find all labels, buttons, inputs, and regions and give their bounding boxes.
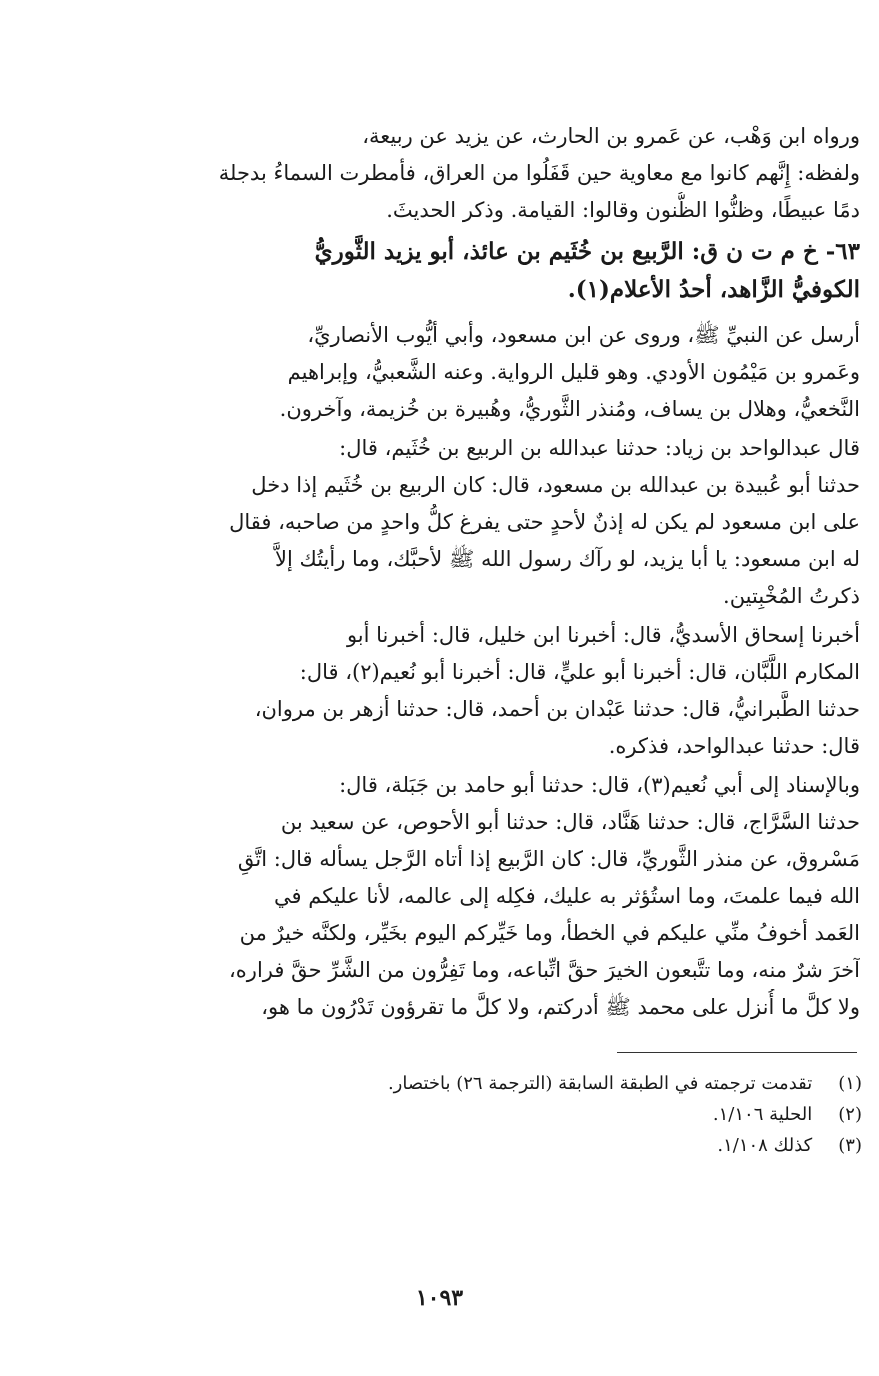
footnote-number: (٢)	[838, 1104, 862, 1125]
text-line: ذكرتُ المُخْبِتين.	[723, 584, 860, 608]
page-body	[130, 118, 860, 1028]
footnote-item	[300, 1099, 862, 1130]
text-line: آخرَ شرٌ منه، وما تتَّبعون الخيرَ حقَّ اتِّباعه، وما تَفِرُّون من الشَّرِّ حقَّ فراره،	[229, 958, 860, 982]
heading-line: الكوفيُّ الزَّاهد، أحدُ الأعلام(١).	[567, 276, 860, 303]
paragraph-isnad-1	[130, 617, 860, 765]
text-line: وبالإسناد إلى أبي نُعيم(٣)، قال: حدثنا أبو حامد بن جَبَلة، قال:	[339, 773, 860, 797]
entry-heading	[130, 233, 860, 309]
text-line: له ابن مسعود: يا أبا يزيد، لو رآك رسول الله ﷺ لأحبَّك، وما رأيتُك إلاَّ	[275, 547, 860, 571]
text-line: أرسل عن النبيِّ ﷺ، وروى عن ابن مسعود، وأبي أيُّوب الأنصاريِّ،	[307, 323, 860, 347]
footnote-text: الحلية ١/١٠٦.	[712, 1104, 813, 1125]
text-line: دمًا عبيطًا، وظنُّوا الظُّنون وقالوا: القيامة. وذكر الحديثَ.	[386, 198, 860, 222]
text-line: ولفظه: إِنَّهم كانوا مع معاوية حين قَفَلُوا من العراق، فأمطرت السماءُ بدجلة	[218, 161, 860, 185]
text-line: ولا كلَّ ما أُنزل على محمد ﷺ أدركتم، ولا كلَّ ما تقرؤون تَدْرُون ما هو،	[261, 995, 860, 1019]
paragraph-narrators	[130, 317, 860, 428]
paragraph-report-1	[130, 430, 860, 615]
footnote-text: كذلك ١/١٠٨.	[717, 1135, 813, 1156]
text-line: قال عبدالواحد بن زياد: حدثنا عبدالله بن الربيع بن خُثَيم، قال:	[339, 436, 860, 460]
text-line: قال: حدثنا عبدالواحد، فذكره.	[608, 734, 860, 758]
text-line: حدثنا السَّرَّاج، قال: حدثنا هَنَّاد، قال: حدثنا أبو الأحوص، عن سعيد بن	[280, 810, 860, 834]
text-line: النَّخعيُّ، وهلال بن يساف، ومُنذر الثَّوريُّ، وهُبيرة بن خُزيمة، وآخرون.	[279, 397, 860, 421]
footnote-number: (١)	[838, 1073, 862, 1094]
footnote-number: (٣)	[838, 1135, 862, 1156]
footnote-divider	[617, 1052, 857, 1053]
footnote-item	[300, 1068, 862, 1099]
footnotes	[300, 1068, 862, 1161]
paragraph-intro	[130, 118, 860, 229]
heading-line: ٦٣- خ م ت ن ق: الرَّبيع بن خُثَيم بن عائذ، أبو يزيد الثَّوريُّ	[314, 238, 860, 265]
text-line: وعَمرو بن مَيْمُون الأودي. وهو قليل الرواية. وعنه الشَّعبيُّ، وإبراهيم	[287, 360, 860, 384]
text-line: الله فيما علمتَ، وما استُؤثر به عليك، فكِله إلى عالمه، لأنا عليكم في	[274, 884, 860, 908]
page-number: ١٠٩٣	[415, 1285, 464, 1311]
text-line: على ابن مسعود لم يكن له إذنٌ لأحدٍ حتى يفرغ كلُّ واحدٍ من صاحبه، فقال	[229, 510, 860, 534]
text-line: حدثنا أبو عُبيدة بن عبدالله بن مسعود، قال: كان الربيع بن خُثَيم إذا دخل	[251, 473, 860, 497]
text-line: المكارم اللَّبَّان، قال: أخبرنا أبو عليٍّ، قال: أخبرنا أبو نُعيم(٢)، قال:	[299, 660, 860, 684]
text-line: العَمد أخوفُ منِّي عليكم في الخطأ، وما خَيِّركم اليوم بخَيِّر، ولكنَّه خيرٌ من	[239, 921, 860, 945]
text-line: مَسْروق، عن منذر الثَّوريِّ، قال: كان الرَّبيع إذا أتاه الرَّجل يسأله قال: اتَّقِ	[237, 847, 860, 871]
text-line: حدثنا الطَّبرانيُّ، قال: حدثنا عَبْدان بن أحمد، قال: حدثنا أزهر بن مروان،	[254, 697, 860, 721]
text-line: ورواه ابن وَهْب، عن عَمرو بن الحارث، عن يزيد عن ربيعة،	[362, 124, 860, 148]
footnote-item	[300, 1130, 862, 1161]
text-line: أخبرنا إسحاق الأسديُّ، قال: أخبرنا ابن خليل، قال: أخبرنا أبو	[346, 623, 860, 647]
footnote-text: تقدمت ترجمته في الطبقة السابقة (الترجمة ٢٦) باختصار.	[387, 1073, 813, 1094]
paragraph-isnad-2	[130, 767, 860, 1026]
